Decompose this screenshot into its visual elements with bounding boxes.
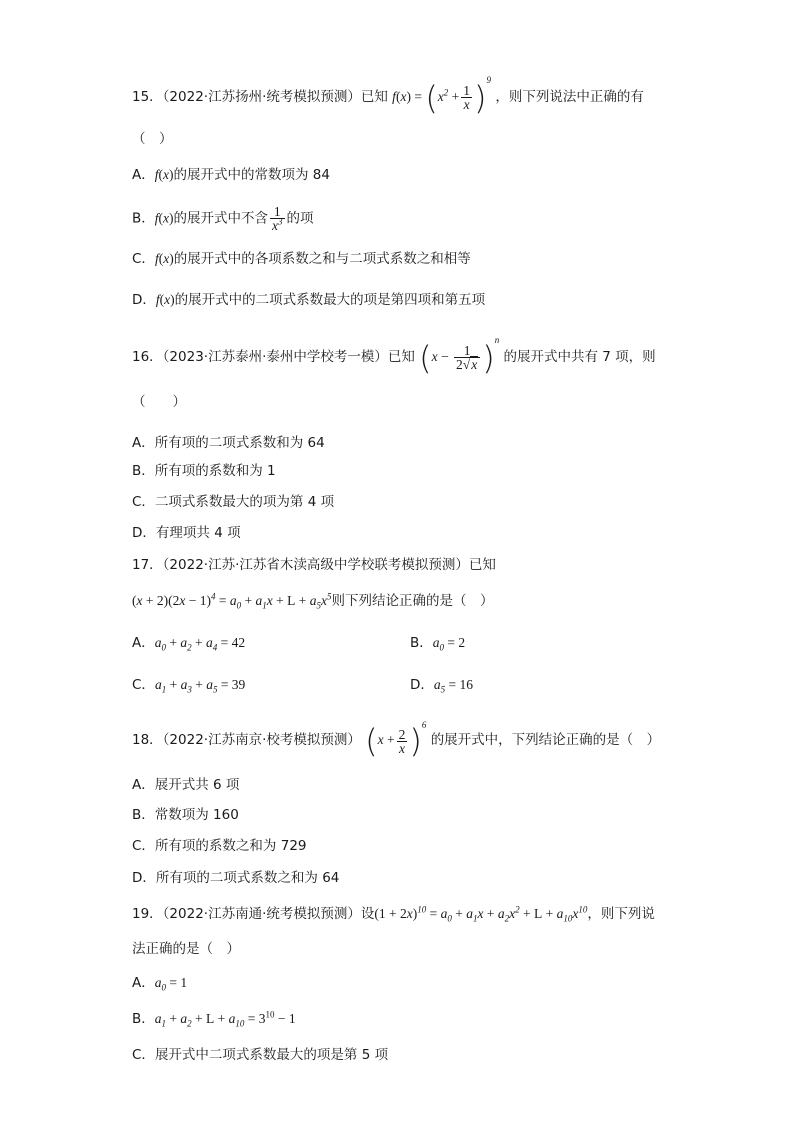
q15-option-a-formula-f-of-x: f(x) [154, 167, 174, 182]
q16-blank: （ ） [132, 394, 186, 410]
q17-option-d-formula-a5-equals-16: $a_5 = 16$ [433, 677, 474, 695]
q19-formula-one-plus-2x-to-the-tenth-equals-sum-a0-through-a10: $(1 + 2x)^{10} = a_0 + a_1x + a_2x^2 + L + a_{10}x^{10}$ [374, 904, 588, 924]
q19-option-a: A．$a_0 = 1$ [132, 975, 188, 993]
q15-option-b-formula-f-of-x: f(x) [154, 210, 174, 226]
q19-stem-prefix: 19．（2022·江苏南通·统考模拟预测）设 [132, 906, 375, 922]
q17-options-row-2 [132, 676, 752, 694]
q15-stem-prefix: 15．（2022·江苏扬州·统考模拟预测）已知 [132, 89, 388, 105]
q15-option-a: A．f(x)的展开式中的常数项为 84 [132, 167, 330, 183]
q19-stem-line-2: 法正确的是（ ） [132, 941, 240, 957]
q18-stem-prefix: 18．（2022·江苏南京·校考模拟预测） [132, 732, 361, 749]
q17-option-d: D．$a_5 = 16$ [410, 677, 474, 695]
q15-option-d-formula-f-of-x: f(x) [155, 292, 175, 307]
q19-option-b: B．$a_1 + a_2 + L + a_{10} = 3^{10} - 1$ [132, 1009, 296, 1029]
q15-blank: （ ） [132, 131, 173, 147]
q16-stem-prefix: 16．（2023·江苏泰州·泰州中学校考一模）已知 [132, 349, 415, 365]
q18-option-b: B．常数项为 160 [132, 807, 239, 823]
q18-formula-x-plus-two-over-x-to-the-sixth: (x + $\frac{2}{x}$ )$^6$ [365, 720, 427, 760]
q17-option-a-formula-a0-plus-a2-plus-a4-equals-42: $a_0 + a_2 + a_4 = 42$ [154, 635, 246, 653]
q18-stem-suffix: 的展开式中，下列结论正确的是（ ） [430, 732, 661, 749]
q19-option-b-formula-a1-plus-a2-plus-to-a10-equals-3-to-the-10-minus-1: $a_1 + a_2 + L + a_{10} = 3^{10} - 1$ [154, 1009, 296, 1029]
q15-formula-f-x-equals-x-squared-plus-one-over-x-to-the-ninth: $f(x) = (x^2$ + $\frac{1}{x}$ )$^9$ [392, 75, 492, 117]
q17-option-c: C．$a_1 + a_3 + a_5 = 39$ [132, 677, 246, 695]
q16-option-d: D．有理项共 4 项 [132, 525, 241, 541]
q15-option-c: C．f(x)的展开式中的各项系数之和与二项式系数之和相等 [132, 251, 471, 267]
q19-stem-suffix: ，则下列说 [587, 906, 655, 922]
q17-option-b: B．$a_0 = 2$ [410, 635, 466, 653]
q16-stem-suffix: 的展开式中共有 7 项，则 [503, 349, 656, 365]
q16-option-a: A．所有项的二项式系数和为 64 [132, 435, 325, 451]
q17-option-c-formula-a1-plus-a3-plus-a5-equals-39: $a_1 + a_3 + a_5 = 39$ [154, 677, 246, 695]
q15-option-d: D．f(x)的展开式中的二项式系数最大的项是第四项和第五项 [132, 292, 486, 308]
q18-option-c: C．所有项的系数之和为 729 [132, 838, 307, 854]
q19-option-a-formula-a0-equals-1: $a_0 = 1$ [154, 975, 188, 993]
q18-option-d: D．所有项的二项式系数之和为 64 [132, 870, 340, 886]
q19-option-c: C．展开式中二项式系数最大的项是第 5 项 [132, 1047, 389, 1063]
q16-option-c: C．二项式系数最大的项为第 4 项 [132, 494, 335, 510]
q17-options-row-1 [132, 634, 752, 652]
q17-formula-x-plus-2-times-2x-minus-1-to-the-4-equals-sum-a0-through-a5: $(x + 2)(2x - 1)^4 = a_0 + a_1x + L + a_5x^5$ [132, 591, 332, 611]
q18-stem [132, 720, 661, 760]
q17-stem-suffix: 则下列结论正确的是（ ） [331, 593, 494, 609]
q17-option-a: A．$a_0 + a_2 + a_4 = 42$ [132, 635, 246, 653]
q15-option-b: B．f(x)的展开式中不含 $\frac{1}{x^3}$ 的项 [132, 204, 314, 233]
q17-option-b-formula-a0-equals-2: $a_0 = 2$ [432, 635, 466, 653]
q17-stem: 17．（2022·江苏·江苏省木渎高级中学校联考模拟预测）已知 [132, 557, 496, 573]
q15-stem [132, 75, 644, 117]
q15-stem-suffix: ，则下列说法中正确的有 [495, 89, 644, 105]
q15-option-c-formula-f-of-x: f(x) [154, 251, 174, 266]
q16-stem [132, 335, 656, 377]
q16-option-b: B．所有项的系数和为 1 [132, 463, 276, 479]
q16-formula-x-minus-one-over-two-root-x-to-the-n: (x − $\frac{1}{2√x}$ )$^n$ [419, 335, 500, 377]
q17-stem-formula-line [132, 592, 493, 610]
q18-option-a: A．展开式共 6 项 [132, 777, 240, 793]
q15-option-b-fraction-one-over-x-cubed: $\frac{1}{x^3}$ [272, 204, 283, 233]
q19-stem [132, 905, 655, 923]
